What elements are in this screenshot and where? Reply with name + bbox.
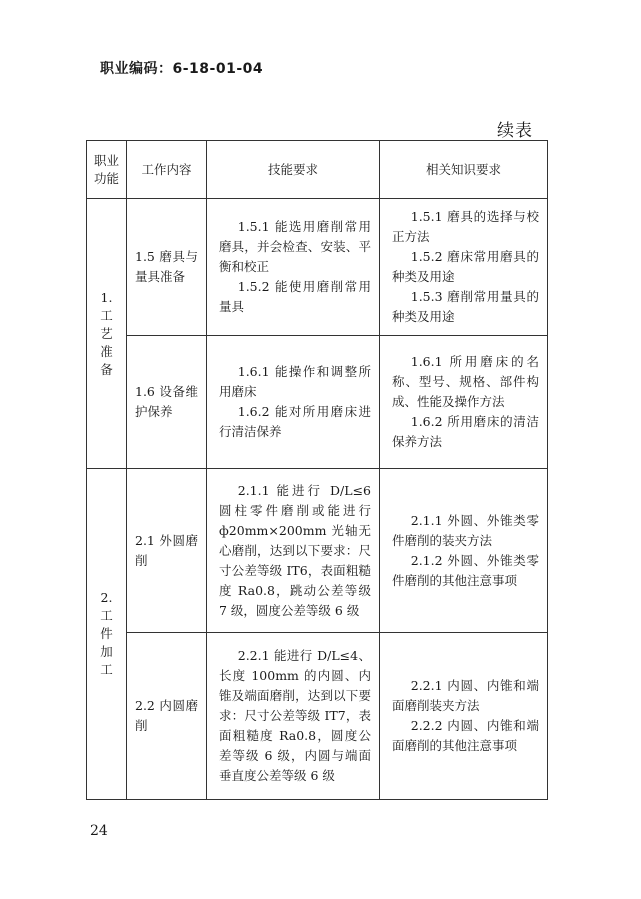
knowledge-item: 1.6.2 所用磨床的清洁保养方法 xyxy=(392,414,539,449)
skill-requirements-table xyxy=(86,140,548,800)
table-row xyxy=(87,336,548,469)
knowledge-cell xyxy=(380,469,548,633)
table-row xyxy=(87,633,548,800)
knowledge-item: 1.5.2 磨床常用磨具的种类及用途 xyxy=(392,249,539,284)
function-char: 艺 xyxy=(100,325,113,341)
continued-table-label: 续表 xyxy=(497,121,533,141)
skill-item: 2.2.1 能进行 D/L≤4、长度 100mm 的内圆、内锥及端面磨削，达到以下要求：尺寸公差等级 IT7，表面粗糙度 Ra0.8，圆度公差等级 6 级，内圆与端面垂直度公差等级 6 级 xyxy=(219,648,371,783)
work-content-cell: 1.5 磨具与量具准备 xyxy=(127,199,207,336)
function-cell-workpiece-machining xyxy=(87,469,127,800)
function-char: 工 xyxy=(100,662,113,677)
knowledge-cell xyxy=(380,199,548,336)
header-knowledge-requirements: 相关知识要求 xyxy=(380,141,548,199)
skill-cell xyxy=(207,469,380,633)
skill-item: 1.5.2 能使用磨削常用量具 xyxy=(219,279,371,314)
work-content-cell: 1.6 设备维护保养 xyxy=(127,336,207,469)
skill-cell xyxy=(207,199,380,336)
function-number: 1. xyxy=(100,289,113,305)
function-cell-process-preparation xyxy=(87,199,127,469)
table-row xyxy=(87,469,548,633)
skill-cell xyxy=(207,633,380,800)
function-char: 件 xyxy=(100,626,113,641)
knowledge-cell xyxy=(380,633,548,800)
header-skill-requirements: 技能要求 xyxy=(207,141,380,199)
work-content-cell: 2.1 外圆磨削 xyxy=(127,469,207,633)
function-number: 2. xyxy=(100,590,113,605)
skill-item: 1.5.1 能选用磨削常用磨具，并会检查、安装、平衡和校正 xyxy=(219,219,371,274)
work-content-cell: 2.2 内圆磨削 xyxy=(127,633,207,800)
skill-item: 2.1.1 能进行 D/L≤6 圆柱零件磨削或能进行 ф20mm×200mm 光轴无心磨削，达到以下要求：尺寸公差等级 IT6，表面粗糙度 Ra0.8，跳动公差等级 7 级，圆度公差等级 6 级 xyxy=(219,482,371,618)
function-char: 工 xyxy=(100,307,113,323)
header-work-content: 工作内容 xyxy=(127,141,207,199)
knowledge-cell xyxy=(380,336,548,469)
header-function-text: 职业功能 xyxy=(93,152,119,186)
skill-cell xyxy=(207,336,380,469)
knowledge-item: 2.1.1 外圆、外锥类零件磨削的装夹方法 xyxy=(392,512,539,548)
page-number: 24 xyxy=(90,823,108,839)
table-header-row xyxy=(87,141,548,199)
function-char: 加 xyxy=(100,644,113,659)
header-function xyxy=(87,141,127,199)
function-char: 准 xyxy=(100,343,113,359)
function-char: 工 xyxy=(100,608,113,623)
knowledge-item: 2.1.2 外圆、外锥类零件磨削的其他注意事项 xyxy=(392,552,539,588)
function-char: 备 xyxy=(100,361,113,377)
table-row xyxy=(87,199,548,336)
knowledge-item: 1.6.1 所用磨床的名称、型号、规格、部件构成、性能及操作方法 xyxy=(392,354,539,409)
knowledge-item: 2.2.2 内圆、内锥和端面磨削的其他注意事项 xyxy=(392,718,539,753)
knowledge-item: 2.2.1 内圆、内锥和端面磨削装夹方法 xyxy=(392,678,539,713)
skill-item: 1.6.2 能对所用磨床进行清洁保养 xyxy=(219,404,371,439)
occupation-code: 职业编码：6-18-01-04 xyxy=(100,61,264,77)
knowledge-item: 1.5.1 磨具的选择与校正方法 xyxy=(392,209,539,244)
skill-item: 1.6.1 能操作和调整所用磨床 xyxy=(219,364,371,399)
knowledge-item: 1.5.3 磨削常用量具的种类及用途 xyxy=(392,289,539,324)
